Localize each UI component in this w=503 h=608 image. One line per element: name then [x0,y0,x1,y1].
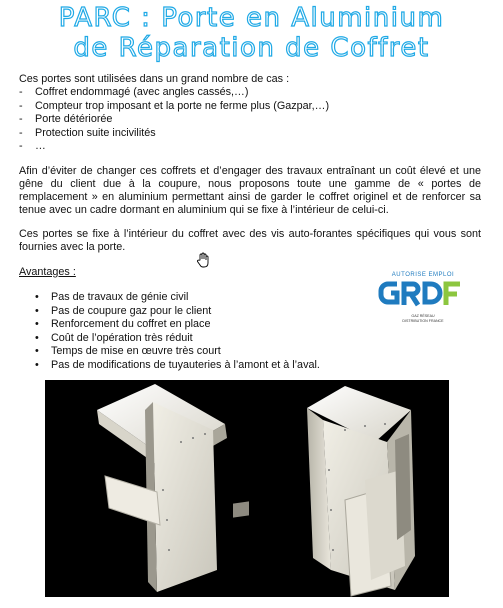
advantages-heading: Avantages : [19,266,76,278]
left-door [97,384,249,592]
hand-cursor-icon [196,252,210,268]
advantage-item: • Pas de travaux de génie civil [35,291,320,305]
case-item: - Compteur trop imposant et la porte ne ferme plus (Gazpar,…) [19,100,329,114]
paragraph-fixing: Ces portes se fixe à l’intérieur du coffret avec des vis auto-forantes spécifiques qui vous sont fournies avec la porte. [19,228,481,253]
advantage-item: • Coût de l’opération très réduit [35,332,320,346]
logo-authorized-text: AUTORISE EMPLOI [391,272,455,278]
advantage-item: • Renforcement du coffret en place [35,318,320,332]
grdf-logo-mark [378,278,468,308]
logo-subtitle: GAZ RÉSEAU DISTRIBUTION FRANCE [402,314,444,323]
cases-list [19,86,329,154]
case-item: - Porte détériorée [19,113,329,127]
case-item: - … [19,140,329,154]
case-item: - Coffret endommagé (avec angles cassés,…) [19,86,329,100]
right-door [307,386,415,596]
advantage-item: • Pas de modifications de tuyauteries à l’amont et à l’aval. [35,359,320,373]
intro-text: Ces portes sont utilisées dans un grand nombre de cas : [19,73,290,85]
page-title-line2: de Réparation de Coffret [73,33,430,63]
advantage-item: • Temps de mise en œuvre très court [35,345,320,359]
advantage-item: • Pas de coupure gaz pour le client [35,305,320,319]
product-photo [45,380,449,597]
page-title-line1: PARC : Porte en Aluminium [58,3,445,33]
door-illustration [45,380,449,597]
grdf-logo [378,272,468,330]
paragraph-description: Afin d’éviter de changer ces coffrets et d’engager des travaux entraînant un coût élevé et une gêne du client due à la coupure, nous proposons toute une gamme de « portes de remplacement » en aluminium permettant ainsi de garder le coffret originel et de renforcer sa tenue avec un cadre dormant en aluminium qui se fixe à l’intérieur de celui-ci. [19,165,481,216]
case-item: - Protection suite incivilités [19,127,329,141]
advantages-list [35,291,320,373]
